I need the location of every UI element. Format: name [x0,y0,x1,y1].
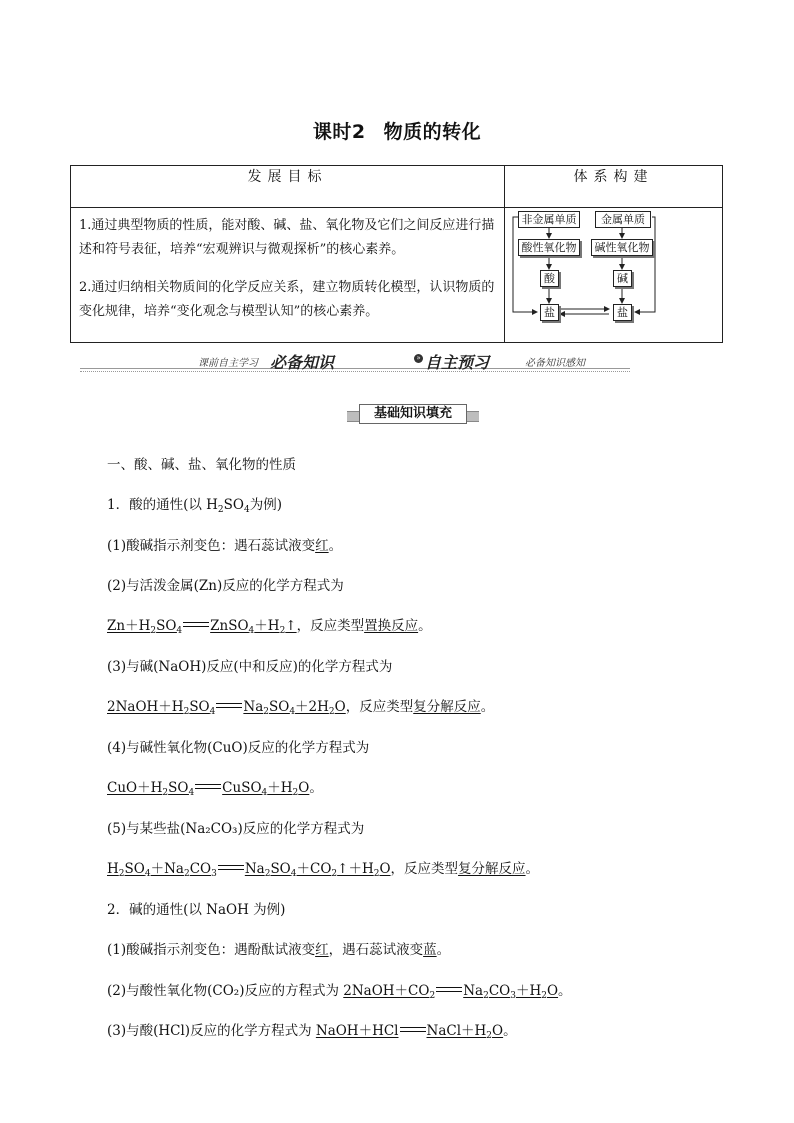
answer-blank: $2NaOH+H_2SO_4$ $Na_2SO_4+2H_2O$ [107,699,346,717]
heading-properties: 一、酸、碱、盐、氧化物的性质 [107,457,296,473]
answer-blank: 复分解反应 [413,699,481,715]
node-acidic-oxide: 酸性氧化物 [518,239,580,256]
answer-blank: 红 [315,942,329,958]
conversion-diagram [505,208,722,342]
banner-right-caption: 必备知识感知 [525,358,585,369]
answer-blank: 红 [315,538,329,554]
base-property-1: (1)酸碱指示剂变色：遇酚酞试液变红，遇石蕊试液变蓝。 [107,942,451,958]
acid-property-2: (2)与活泼金属(Zn)反应的化学方程式为 [107,578,344,594]
base-property-3: (3)与酸(HCl)反应的化学方程式为 NaOH＋HCl $NaCl+H_2O$。 [107,1023,517,1041]
banner-title-left: 必备知识 [270,353,335,372]
banner-title-right: 自主预习 [425,353,490,372]
header-development-goals: 发展目标 [247,169,328,185]
answer-blank: NaOH＋HCl $NaCl+H_2O$ [315,1023,504,1041]
node-metal: 金属单质 [595,211,651,228]
acid-property-1: (1)酸碱指示剂变色：遇石蕊试液变红。 [107,538,343,554]
acid-eq-naoh: $2NaOH+H_2SO_4$ $Na_2SO_4+2H_2O$，反应类型复分解反应。 [107,699,495,717]
node-nonmetal: 非金属单质 [518,211,580,228]
banner-arrow-icon: » [414,354,423,363]
answer-blank: $2NaOH+CO_2$ $Na_2CO_3+H_2O$ [343,983,559,1001]
goals-table [70,165,723,343]
banner-left-caption: 课前自主学习 [198,358,258,369]
acid-property-3: (3)与碱(NaOH)反应(中和反应)的化学方程式为 [107,659,393,675]
answer-blank: $CuO+H_2SO_4$ $CuSO_4+H_2O$ [107,780,310,798]
node-base: 碱 [613,270,632,287]
answer-blank: $H_2SO_4+Na_2CO_3$ $Na_2SO_4+CO_2↑+H_2O$ [107,861,391,879]
section-banner [80,350,630,374]
answer-blank: 复分解反应 [458,861,526,877]
header-system-construction: 体系构建 [573,169,654,185]
acid-eq-cuo: $CuO+H_2SO_4$ $CuSO_4+H_2O$。 [107,780,323,798]
acid-property-5: (5)与某些盐(Na₂CO₃)反应的化学方程式为 [107,821,365,837]
goal-1: 1.通过典型物质的性质，能对酸、碱、盐、氧化物及它们之间反应进行描述和符号表征，培养“宏观辨识与微观探析”的核心素养。 [79,218,495,257]
answer-blank: $Zn+H_2SO_4$ $ZnSO_4+H_2↑$ [107,618,297,636]
section-heading: 基础知识填充 [347,404,479,424]
base-property-2: (2)与酸性氧化物(CO₂)反应的方程式为 $2NaOH+CO_2$ $Na_2CO_3+H_2O$。 [107,983,572,1001]
acid-eq-zn: $Zn+H_2SO_4$ $ZnSO_4+H_2↑$，反应类型置换反应。 [107,618,432,636]
node-salt-left: 盐 [540,304,559,321]
answer-blank: 蓝 [423,942,437,958]
heading-acid: 1．酸的通性(以 $H_2SO_4$为例) [107,497,282,515]
answer-blank: 置换反应 [364,618,419,634]
acid-property-4: (4)与碱性氧化物(CuO)反应的化学方程式为 [107,740,370,756]
heading-base: 2．碱的通性(以 NaOH 为例) [107,902,286,918]
node-acid: 酸 [540,270,559,287]
goal-2: 2.通过归纳相关物质间的化学反应关系，建立物质转化模型，认识物质的变化规律，培养“变化观念与模型认知”的核心素养。 [79,280,495,319]
acid-eq-na2co3: $H_2SO_4+Na_2CO_3$ $Na_2SO_4+CO_2↑+H_2O$，反应类型复分解反应。 [107,861,540,879]
page-title: 课时2 物质的转化 [312,121,482,143]
node-salt-right: 盐 [613,304,632,321]
node-basic-oxide: 碱性氧化物 [591,239,653,256]
